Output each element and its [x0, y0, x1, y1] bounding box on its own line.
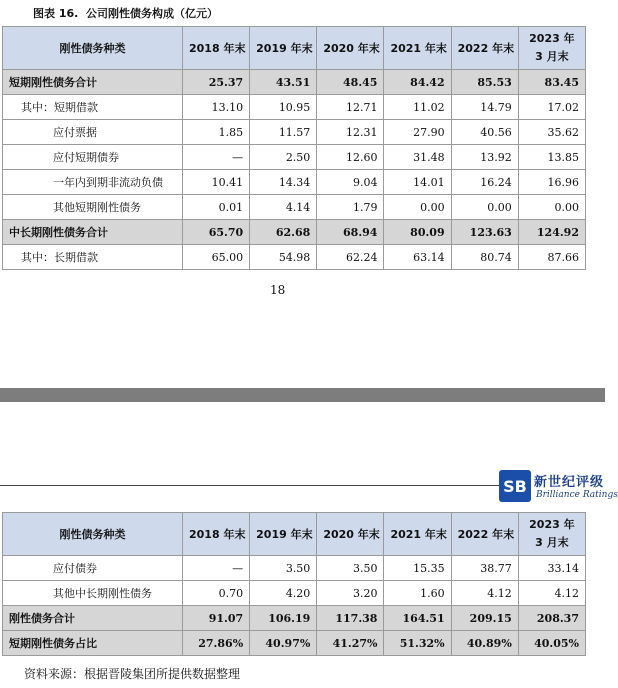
value-cell: 12.60 — [317, 145, 384, 170]
header-period: 2019 年末 — [250, 27, 317, 70]
row-label: 一年内到期非流动负债 — [3, 170, 183, 195]
row-label: 刚性债务合计 — [3, 606, 183, 631]
value-cell: 14.34 — [250, 170, 317, 195]
value-cell: 14.01 — [384, 170, 451, 195]
value-cell: 31.48 — [384, 145, 451, 170]
value-cell: 38.77 — [451, 556, 518, 581]
table-row — [3, 556, 586, 581]
row-label: 其他中长期刚性债务 — [3, 581, 183, 606]
value-cell: 0.00 — [518, 195, 585, 220]
value-cell: 209.15 — [451, 606, 518, 631]
page-break-band — [0, 388, 605, 402]
value-cell: 40.05% — [518, 631, 585, 656]
value-cell: — — [183, 145, 250, 170]
row-label: 应付短期债券 — [3, 145, 183, 170]
value-cell: 54.98 — [250, 245, 317, 270]
value-cell: 208.37 — [518, 606, 585, 631]
value-cell: 62.68 — [250, 220, 317, 245]
header-period: 2022 年末 — [451, 27, 518, 70]
value-cell: 91.07 — [183, 606, 250, 631]
value-cell: 27.90 — [384, 120, 451, 145]
header-period: 2022 年末 — [451, 513, 518, 556]
header-period: 2023 年 3 月末 — [518, 27, 585, 70]
value-cell: 11.57 — [250, 120, 317, 145]
value-cell: 0.00 — [384, 195, 451, 220]
value-cell: 17.02 — [518, 95, 585, 120]
table-header-row — [3, 513, 586, 556]
value-cell: 84.42 — [384, 70, 451, 95]
value-cell: 25.37 — [183, 70, 250, 95]
value-cell: 33.14 — [518, 556, 585, 581]
row-label: 其中：长期借款 — [3, 245, 183, 270]
table-row — [3, 70, 586, 95]
caption-label: 图表 16. — [33, 7, 79, 20]
value-cell: 43.51 — [250, 70, 317, 95]
value-cell: 62.24 — [317, 245, 384, 270]
debt-table-part2 — [2, 512, 586, 656]
value-cell: 15.35 — [384, 556, 451, 581]
header-rule — [0, 485, 500, 486]
value-cell: 65.70 — [183, 220, 250, 245]
value-cell: 16.96 — [518, 170, 585, 195]
table-row — [3, 195, 586, 220]
table-header-row — [3, 27, 586, 70]
value-cell: 35.62 — [518, 120, 585, 145]
value-cell: 11.02 — [384, 95, 451, 120]
value-cell: 3.20 — [317, 581, 384, 606]
header-period: 2019 年末 — [250, 513, 317, 556]
value-cell: 40.89% — [451, 631, 518, 656]
value-cell: 9.04 — [317, 170, 384, 195]
value-cell: 1.79 — [317, 195, 384, 220]
value-cell: 16.24 — [451, 170, 518, 195]
brand-logo-icon: SB — [499, 470, 531, 502]
brand-name-cn: 新世纪评级 — [534, 475, 605, 490]
header-category: 刚性债务种类 — [3, 513, 183, 556]
brand-name-en: Brilliance Ratings — [536, 490, 618, 500]
value-cell: 3.50 — [250, 556, 317, 581]
value-cell: 48.45 — [317, 70, 384, 95]
value-cell: 4.14 — [250, 195, 317, 220]
debt-table-part1 — [2, 26, 586, 270]
value-cell: 87.66 — [518, 245, 585, 270]
row-label: 短期刚性债务占比 — [3, 631, 183, 656]
value-cell: 0.00 — [451, 195, 518, 220]
value-cell: 65.00 — [183, 245, 250, 270]
value-cell: 0.01 — [183, 195, 250, 220]
data-source-note: 资料来源：根据晋陵集团所提供数据整理 — [24, 667, 241, 681]
page-number: 18 — [270, 283, 286, 297]
value-cell: 1.60 — [384, 581, 451, 606]
value-cell: 13.92 — [451, 145, 518, 170]
value-cell: 13.10 — [183, 95, 250, 120]
value-cell: 41.27% — [317, 631, 384, 656]
figure-caption — [33, 5, 218, 21]
row-label: 其中：短期借款 — [3, 95, 183, 120]
table-row — [3, 95, 586, 120]
header-period: 2020 年末 — [317, 513, 384, 556]
row-label: 中长期刚性债务合计 — [3, 220, 183, 245]
value-cell: 164.51 — [384, 606, 451, 631]
table-row — [3, 581, 586, 606]
value-cell: 4.12 — [518, 581, 585, 606]
value-cell: 106.19 — [250, 606, 317, 631]
value-cell: 10.41 — [183, 170, 250, 195]
row-label: 应付债券 — [3, 556, 183, 581]
value-cell: 1.85 — [183, 120, 250, 145]
value-cell: 3.50 — [317, 556, 384, 581]
value-cell: 2.50 — [250, 145, 317, 170]
row-label: 应付票据 — [3, 120, 183, 145]
caption-text: 公司刚性债务构成（亿元） — [86, 7, 218, 20]
value-cell: — — [183, 556, 250, 581]
value-cell: 124.92 — [518, 220, 585, 245]
table-row — [3, 220, 586, 245]
table-row — [3, 631, 586, 656]
header-period: 2021 年末 — [384, 513, 451, 556]
value-cell: 40.56 — [451, 120, 518, 145]
value-cell: 27.86% — [183, 631, 250, 656]
value-cell: 12.71 — [317, 95, 384, 120]
value-cell: 83.45 — [518, 70, 585, 95]
value-cell: 4.12 — [451, 581, 518, 606]
value-cell: 40.97% — [250, 631, 317, 656]
row-label: 其他短期刚性债务 — [3, 195, 183, 220]
value-cell: 51.32% — [384, 631, 451, 656]
table-row — [3, 145, 586, 170]
header-period: 2020 年末 — [317, 27, 384, 70]
value-cell: 80.74 — [451, 245, 518, 270]
header-period: 2021 年末 — [384, 27, 451, 70]
value-cell: 4.20 — [250, 581, 317, 606]
header-category: 刚性债务种类 — [3, 27, 183, 70]
header-period: 2018 年末 — [183, 27, 250, 70]
table-row — [3, 606, 586, 631]
table-row — [3, 245, 586, 270]
value-cell: 85.53 — [451, 70, 518, 95]
value-cell: 123.63 — [451, 220, 518, 245]
header-period: 2023 年 3 月末 — [518, 513, 585, 556]
value-cell: 117.38 — [317, 606, 384, 631]
table-row — [3, 170, 586, 195]
value-cell: 80.09 — [384, 220, 451, 245]
table-row — [3, 120, 586, 145]
value-cell: 68.94 — [317, 220, 384, 245]
header-period: 2018 年末 — [183, 513, 250, 556]
value-cell: 0.70 — [183, 581, 250, 606]
value-cell: 13.85 — [518, 145, 585, 170]
value-cell: 10.95 — [250, 95, 317, 120]
value-cell: 14.79 — [451, 95, 518, 120]
row-label: 短期刚性债务合计 — [3, 70, 183, 95]
value-cell: 12.31 — [317, 120, 384, 145]
value-cell: 63.14 — [384, 245, 451, 270]
